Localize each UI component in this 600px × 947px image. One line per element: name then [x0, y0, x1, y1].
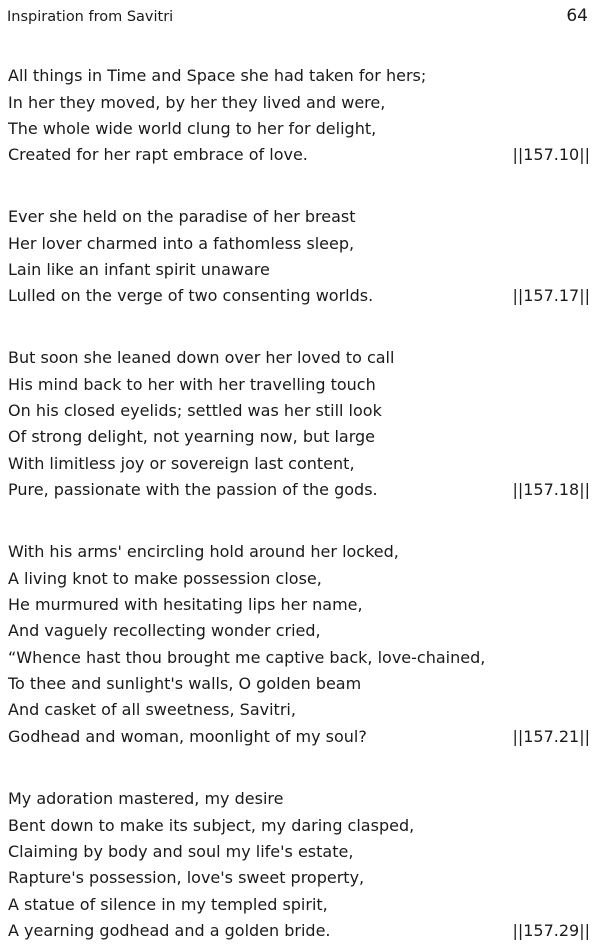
verse-line: The whole wide world clung to her for delight,	[8, 119, 377, 138]
verse-line: But soon she leaned down over her loved to call	[8, 348, 395, 367]
verse-line: A living knot to make possession close,	[8, 569, 322, 588]
verse-line: And casket of all sweetness, Savitri,	[8, 700, 296, 719]
verse-line: To thee and sunlight's walls, O golden beam	[8, 674, 362, 693]
verse-line: A yearning godhead and a golden bride.	[8, 921, 331, 940]
verse-reference: ||157.10||	[512, 145, 590, 164]
verse-line: Lain like an infant spirit unaware	[8, 260, 270, 279]
verse-line: Rapture's possession, love's sweet property,	[8, 868, 365, 887]
verse-line: Pure, passionate with the passion of the gods.	[8, 480, 378, 499]
verse-line: A statue of silence in my templed spirit,	[8, 895, 328, 914]
verse-line: Her lover charmed into a fathomless sleep,	[8, 234, 355, 253]
verse-line: His mind back to her with her travelling touch	[8, 375, 376, 394]
verse-reference: ||157.29||	[512, 921, 590, 940]
page-title: Inspiration from Savitri	[7, 9, 174, 25]
verse-line: With limitless joy or sovereign last content,	[8, 454, 355, 473]
verse-line: Lulled on the verge of two consenting worlds.	[8, 286, 374, 305]
verse-line: With his arms' encircling hold around her locked,	[8, 542, 399, 561]
verse-reference: ||157.18||	[512, 480, 590, 499]
verse-line: Claiming by body and soul my life's estate,	[8, 842, 354, 861]
verse-line: He murmured with hesitating lips her name,	[8, 595, 363, 614]
verse-line: And vaguely recollecting wonder cried,	[8, 621, 321, 640]
verse-line: On his closed eyelids; settled was her still look	[8, 401, 382, 420]
verse-line: Created for her rapt embrace of love.	[8, 145, 308, 164]
verse-line: In her they moved, by her they lived and were,	[8, 93, 386, 112]
verse-line: “Whence hast thou brought me captive back, love-chained,	[8, 648, 486, 667]
verse-line: All things in Time and Space she had taken for hers;	[8, 66, 427, 85]
verse-line: Of strong delight, not yearning now, but large	[8, 427, 376, 446]
verse-reference: ||157.21||	[512, 727, 590, 746]
verse-line: Bent down to make its subject, my daring clasped,	[8, 816, 415, 835]
page-number: 64	[566, 6, 588, 26]
verse-reference: ||157.17||	[512, 286, 590, 305]
verse-line: Ever she held on the paradise of her breast	[8, 207, 356, 226]
verse-line: Godhead and woman, moonlight of my soul?	[8, 727, 367, 746]
verse-line: My adoration mastered, my desire	[8, 789, 284, 808]
